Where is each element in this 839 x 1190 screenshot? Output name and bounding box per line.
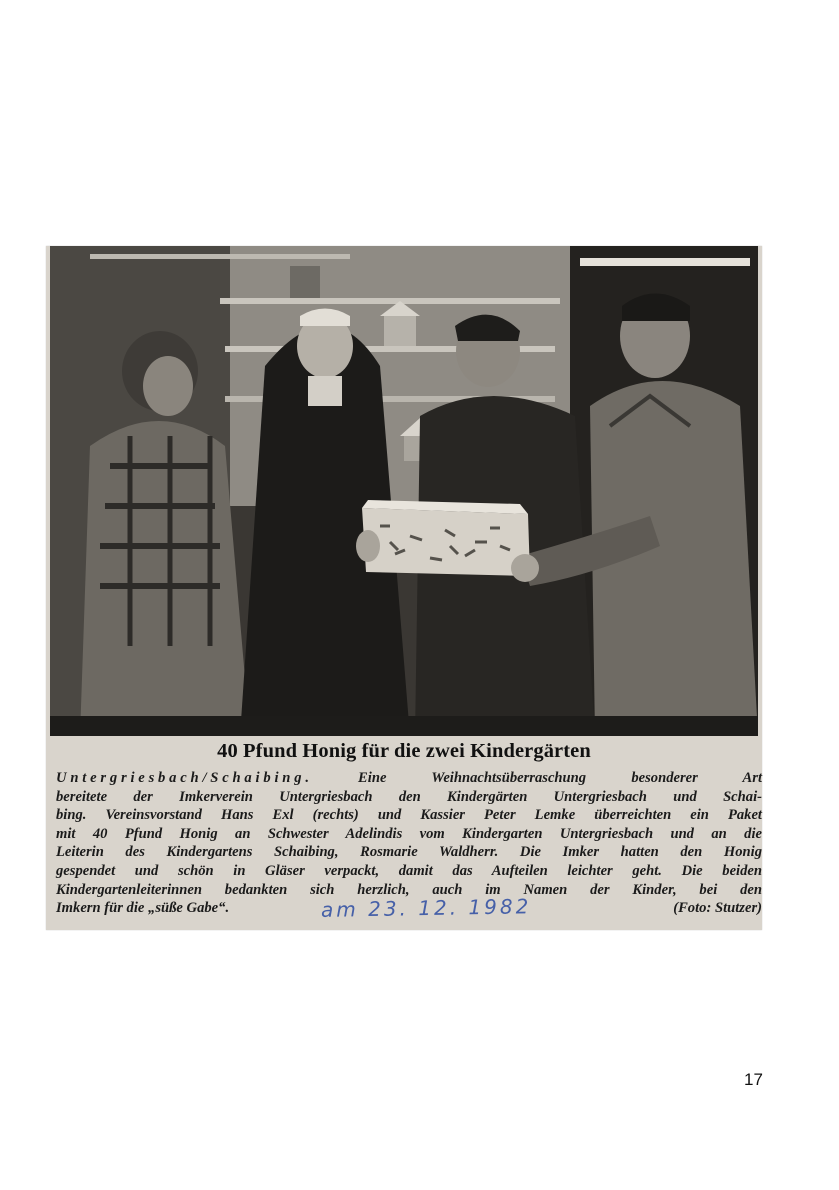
article-line-7: Kindergartenleiterinnen bedankten sich herzlich, auch im Namen der Kinder, bei den (56, 881, 762, 898)
article-line-4: mit 40 Pfund Honig an Schwester Adelindis vom Kindergarten Untergriesbach und an die (56, 825, 762, 842)
handwritten-date: am 23. 12. 1982 (320, 894, 532, 922)
article-line-1 (56, 769, 762, 788)
article-line-5: Leiterin des Kindergartens Schaibing, Rosmarie Waldherr. Die Imker hatten den Honig (56, 844, 762, 861)
article-photo (50, 246, 758, 736)
article-line-3: bing. Vereinsvorstand Hans Exl (rechts) und Kassier Peter Lemke überreichten ein Paket (56, 807, 762, 824)
article-line-2: bereitete der Imkerverein Untergriesbach den Kindergärten Untergriesbach und Schai- (56, 788, 762, 805)
page-number: 17 (744, 1070, 763, 1089)
article-headline: 40 Pfund Honig für die zwei Kindergärten (217, 740, 591, 762)
newspaper-clipping (46, 246, 762, 930)
article-place: Untergriesbach/Schaibing. (56, 770, 313, 786)
article-last-line: Imkern für die „süße Gabe“. (56, 900, 230, 917)
article-line-1-text: Eine Weihnachtsüberraschung besonderer Art (312, 770, 762, 786)
photo-credit: (Foto: Stutzer) (673, 900, 762, 917)
article-line-6: gespendet und schön in Gläser verpackt, damit das Aufteilen leichter geht. Die beiden (56, 862, 762, 879)
